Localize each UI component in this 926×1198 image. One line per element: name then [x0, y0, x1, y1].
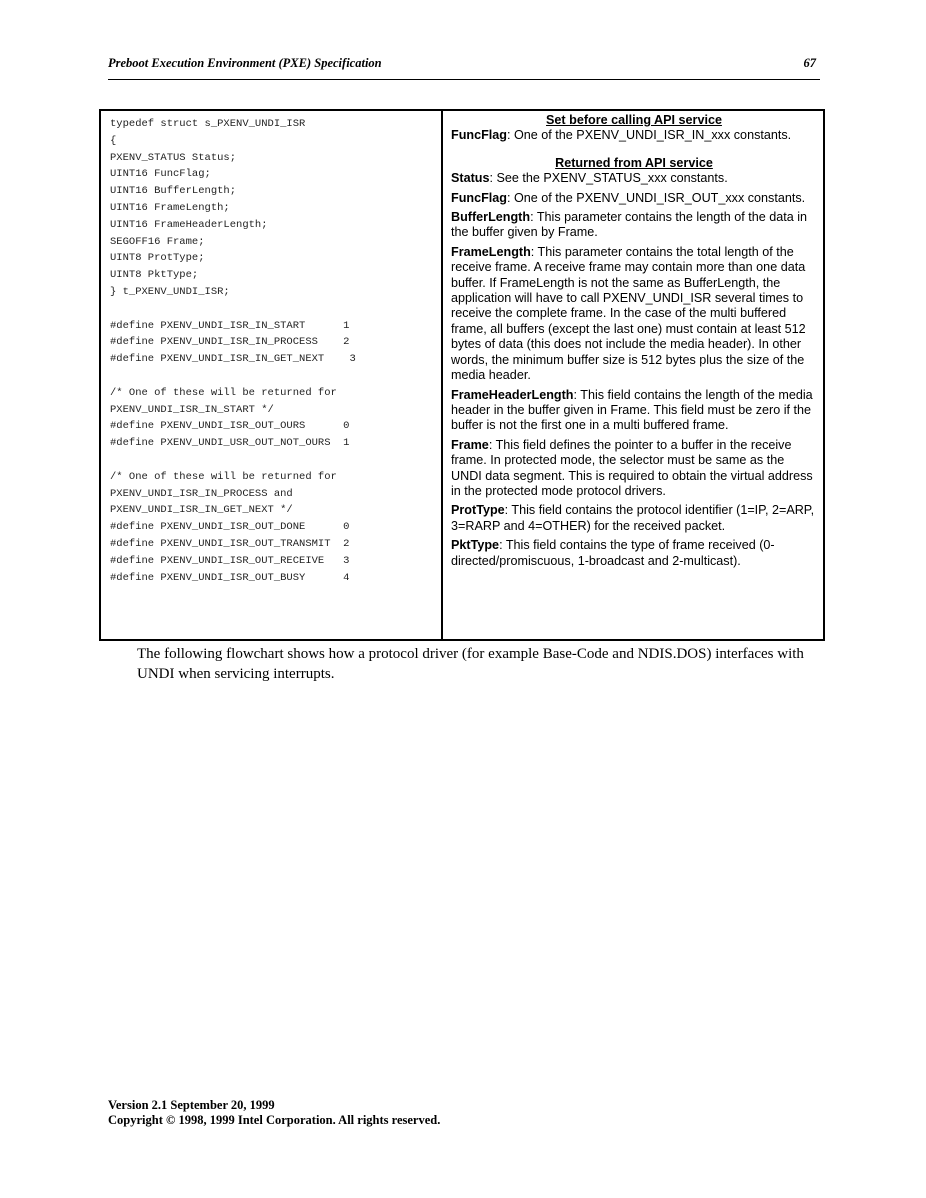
code-line: PXENV_UNDI_ISR_IN_GET_NEXT */	[110, 504, 293, 517]
code-line: #define PXENV_UNDI_ISR_OUT_DONE 0	[110, 521, 350, 534]
document-title: Preboot Execution Environment (PXE) Specification	[108, 56, 382, 70]
field-term: Status	[451, 171, 490, 186]
set-before-heading: Set before calling API service	[546, 113, 722, 127]
code-line: {	[110, 134, 117, 147]
code-line: UINT16 FuncFlag;	[110, 168, 211, 181]
code-line: UINT16 FrameHeaderLength;	[110, 218, 268, 231]
field-text: : One of the PXENV_UNDI_ISR_IN_xxx constants.	[506, 128, 792, 143]
code-line: UINT8 PktType;	[110, 269, 199, 282]
field-text: : This field contains the protocol identifier (1=IP, 2=ARP, 3=RARP and 4=OTHER) for the received packet.	[451, 503, 815, 533]
field-term: FrameHeaderLength	[451, 387, 574, 402]
code-line: #define PXENV_UNDI_ISR_OUT_BUSY 4	[110, 571, 350, 584]
code-line: #define PXENV_UNDI_ISR_IN_PROCESS 2	[110, 336, 350, 349]
field-description	[451, 210, 817, 241]
code-line: #define PXENV_UNDI_ISR_OUT_OURS 0	[110, 420, 350, 433]
code-line: /* One of these will be returned for	[110, 470, 337, 483]
field-term: BufferLength	[451, 210, 531, 225]
version-line: Version 2.1 September 20, 1999	[108, 1098, 275, 1112]
field-text: : One of the PXENV_UNDI_ISR_OUT_xxx constants.	[506, 190, 806, 205]
field-description	[451, 171, 817, 186]
field-text: : This field contains the type of frame received (0-directed/promiscuous, 1-broadcast and 2-multicast).	[451, 538, 775, 568]
field-text: : This parameter contains the total length of the receive frame. A receive frame may contain more than one data buffer. If FrameLength is not the same as BufferLength, the application will have to call PXENV_UNDI_ISR several times to receive the complete frame. In the case of the multi buffered frame, all buffers (except the last one) must contain at least 512 bytes of data (this does not include the media header). In other words, the minimum buffer size is 512 bytes plus the size of the media header.	[451, 244, 806, 383]
code-line: typedef struct s_PXENV_UNDI_ISR	[110, 118, 306, 130]
code-line: #define PXENV_UNDI_ISR_OUT_TRANSMIT 2	[110, 537, 350, 550]
field-term: ProtType	[451, 503, 505, 518]
field-description	[451, 503, 817, 534]
field-description	[451, 388, 817, 434]
body-paragraph: The following flowchart shows how a protocol driver (for example Base-Code and NDIS.DOS) interfaces with UNDI when servicing interrupts.	[137, 646, 804, 682]
description-column	[443, 111, 823, 639]
field-text: : This field contains the length of the media header in the buffer given in Frame. This field must be zero if the buffer is not the first one in a multi buffered frame.	[451, 387, 813, 433]
code-line	[110, 452, 441, 469]
code-line	[110, 301, 441, 318]
field-text: : This parameter contains the length of the data in the buffer given by Frame.	[451, 210, 808, 240]
code-line: PXENV_UNDI_ISR_IN_PROCESS and	[110, 487, 293, 500]
field-term: FuncFlag	[451, 128, 507, 143]
returned-heading: Returned from API service	[555, 155, 713, 170]
field-term: FrameLength	[451, 244, 531, 259]
code-line	[110, 368, 441, 385]
field-text: : See the PXENV_STATUS_xxx constants.	[489, 171, 728, 186]
code-column	[101, 111, 443, 639]
field-description	[451, 538, 817, 569]
funcflag-in-description	[451, 128, 817, 143]
field-description	[451, 191, 817, 206]
struct-definition-table	[99, 109, 825, 641]
code-line: PXENV_UNDI_ISR_IN_START */	[110, 403, 274, 416]
code-line: PXENV_STATUS Status;	[110, 151, 237, 164]
field-term: Frame	[451, 437, 489, 452]
field-text: : This field defines the pointer to a buffer in the receive frame. In protected mode, the selector must be same as the UNDI data segment. This is required to obtain the virtual address in the protected mode protocol drivers.	[451, 437, 813, 498]
code-line: #define PXENV_UNDI_USR_OUT_NOT_OURS 1	[110, 437, 350, 450]
code-line: UINT16 FrameLength;	[110, 201, 230, 214]
code-line: UINT16 BufferLength;	[110, 185, 237, 198]
field-description	[451, 245, 817, 384]
code-line: SEGOFF16 Frame;	[110, 235, 205, 248]
field-term: FuncFlag	[451, 190, 507, 205]
code-line: } t_PXENV_UNDI_ISR;	[110, 285, 230, 298]
field-term: PktType	[451, 538, 500, 553]
field-description	[451, 438, 817, 500]
page-footer	[108, 1098, 708, 1128]
code-line: #define PXENV_UNDI_ISR_IN_START 1	[110, 319, 350, 332]
code-line: UINT8 ProtType;	[110, 252, 205, 265]
field-list	[451, 171, 817, 569]
code-line: /* One of these will be returned for	[110, 386, 337, 399]
code-line: #define PXENV_UNDI_ISR_IN_GET_NEXT 3	[110, 353, 356, 366]
code-line: #define PXENV_UNDI_ISR_OUT_RECEIVE 3	[110, 554, 350, 567]
copyright-line: Copyright © 1998, 1999 Intel Corporation. All rights reserved.	[108, 1113, 441, 1127]
page-number: 67	[803, 56, 816, 70]
page-header	[108, 55, 820, 80]
